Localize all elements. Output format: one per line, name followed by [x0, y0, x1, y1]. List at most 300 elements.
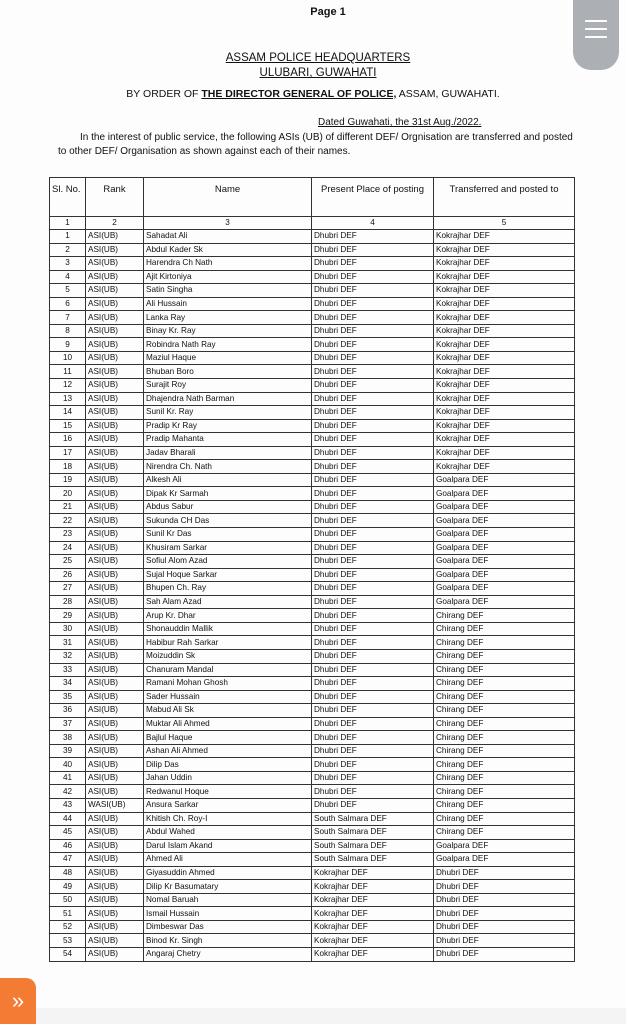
table-row	[50, 880, 575, 894]
sl-no-cell: 50	[50, 893, 86, 907]
table-row	[50, 351, 575, 365]
present-posting-cell: Dhubri DEF	[312, 270, 434, 284]
sl-no-cell: 2	[50, 243, 86, 257]
sl-no-cell: 28	[50, 595, 86, 609]
transferred-to-cell: Goalpara DEF	[434, 500, 575, 514]
present-posting-cell: Kokrajhar DEF	[312, 920, 434, 934]
rank-cell: ASI(UB)	[86, 460, 144, 474]
transferred-to-cell: Kokrajhar DEF	[434, 297, 575, 311]
table-row	[50, 731, 575, 745]
name-cell: Moizuddin Sk	[144, 649, 312, 663]
name-cell: Pradip Mahanta	[144, 433, 312, 447]
transferred-to-cell: Goalpara DEF	[434, 473, 575, 487]
sl-no-cell: 20	[50, 487, 86, 501]
rank-cell: ASI(UB)	[86, 406, 144, 420]
table-row	[50, 392, 575, 406]
rank-cell: ASI(UB)	[86, 704, 144, 718]
col-number: 2	[86, 217, 144, 230]
name-cell: Sunil Kr. Ray	[144, 406, 312, 420]
present-posting-cell: Dhubri DEF	[312, 595, 434, 609]
table-row	[50, 893, 575, 907]
expand-button[interactable]	[0, 978, 36, 1024]
name-cell: Dilip Das	[144, 758, 312, 772]
sl-no-cell: 8	[50, 324, 86, 338]
present-posting-cell: Dhubri DEF	[312, 758, 434, 772]
table-row	[50, 473, 575, 487]
table-row	[50, 758, 575, 772]
org-address: ULUBARI, GUWAHATI	[259, 67, 377, 79]
col-number: 5	[434, 217, 575, 230]
sl-no-cell: 16	[50, 433, 86, 447]
rank-cell: ASI(UB)	[86, 473, 144, 487]
order-date: Dated Guwahati, the 31st Aug./2022.	[318, 117, 482, 128]
sl-no-cell: 37	[50, 717, 86, 731]
name-cell: Maziul Haque	[144, 351, 312, 365]
sl-no-cell: 41	[50, 771, 86, 785]
transferred-to-cell: Kokrajhar DEF	[434, 433, 575, 447]
name-cell: Mabud Ali Sk	[144, 704, 312, 718]
rank-cell: ASI(UB)	[86, 528, 144, 542]
transferred-to-cell: Goalpara DEF	[434, 853, 575, 867]
name-cell: Khusiram Sarkar	[144, 541, 312, 555]
name-cell: Robindra Nath Ray	[144, 338, 312, 352]
rank-cell: ASI(UB)	[86, 677, 144, 691]
sl-no-cell: 52	[50, 920, 86, 934]
rank-cell: ASI(UB)	[86, 853, 144, 867]
name-cell: Redwanul Hoque	[144, 785, 312, 799]
present-posting-cell: Dhubri DEF	[312, 433, 434, 447]
sl-no-cell: 13	[50, 392, 86, 406]
col-number: 1	[50, 217, 86, 230]
present-posting-cell: Dhubri DEF	[312, 622, 434, 636]
transferred-to-cell: Kokrajhar DEF	[434, 351, 575, 365]
sl-no-cell: 36	[50, 704, 86, 718]
transferred-to-cell: Goalpara DEF	[434, 582, 575, 596]
table-row	[50, 528, 575, 542]
rank-cell: ASI(UB)	[86, 433, 144, 447]
col-header-name: Name	[144, 178, 312, 217]
rank-cell: ASI(UB)	[86, 324, 144, 338]
rank-cell: ASI(UB)	[86, 744, 144, 758]
transferred-to-cell: Goalpara DEF	[434, 839, 575, 853]
table-row	[50, 866, 575, 880]
transferred-to-cell: Dhubri DEF	[434, 866, 575, 880]
sl-no-cell: 27	[50, 582, 86, 596]
transferred-to-cell: Kokrajhar DEF	[434, 446, 575, 460]
rank-cell: ASI(UB)	[86, 230, 144, 244]
present-posting-cell: South Salmara DEF	[312, 826, 434, 840]
rank-cell: ASI(UB)	[86, 514, 144, 528]
present-posting-cell: South Salmara DEF	[312, 812, 434, 826]
present-posting-cell: Dhubri DEF	[312, 771, 434, 785]
rank-cell: ASI(UB)	[86, 392, 144, 406]
name-cell: Harendra Ch Nath	[144, 257, 312, 271]
table-row	[50, 365, 575, 379]
present-posting-cell: Dhubri DEF	[312, 500, 434, 514]
sl-no-cell: 47	[50, 853, 86, 867]
transferred-to-cell: Kokrajhar DEF	[434, 324, 575, 338]
name-cell: Shonauddin Mallik	[144, 622, 312, 636]
present-posting-cell: Dhubri DEF	[312, 649, 434, 663]
present-posting-cell: Dhubri DEF	[312, 798, 434, 812]
transferred-to-cell: Kokrajhar DEF	[434, 365, 575, 379]
table-row	[50, 311, 575, 325]
transferred-to-cell: Kokrajhar DEF	[434, 311, 575, 325]
col-number: 3	[144, 217, 312, 230]
present-posting-cell: Kokrajhar DEF	[312, 934, 434, 948]
sl-no-cell: 31	[50, 636, 86, 650]
name-cell: Bhuban Boro	[144, 365, 312, 379]
table-row	[50, 812, 575, 826]
name-cell: Abdul Wahed	[144, 826, 312, 840]
transferred-to-cell: Chirang DEF	[434, 690, 575, 704]
transferred-to-cell: Chirang DEF	[434, 771, 575, 785]
sl-no-cell: 23	[50, 528, 86, 542]
rank-cell: ASI(UB)	[86, 880, 144, 894]
name-cell: Chanuram Mandal	[144, 663, 312, 677]
sl-no-cell: 17	[50, 446, 86, 460]
present-posting-cell: Dhubri DEF	[312, 473, 434, 487]
table-row	[50, 920, 575, 934]
menu-button[interactable]	[573, 0, 619, 70]
table-row	[50, 257, 575, 271]
rank-cell: ASI(UB)	[86, 257, 144, 271]
sl-no-cell: 38	[50, 731, 86, 745]
sl-no-cell: 54	[50, 947, 86, 961]
sl-no-cell: 18	[50, 460, 86, 474]
table-row	[50, 771, 575, 785]
rank-cell: ASI(UB)	[86, 446, 144, 460]
table-row	[50, 717, 575, 731]
sl-no-cell: 25	[50, 555, 86, 569]
table-row	[50, 826, 575, 840]
present-posting-cell: Dhubri DEF	[312, 419, 434, 433]
table-row	[50, 677, 575, 691]
transferred-to-cell: Goalpara DEF	[434, 595, 575, 609]
sl-no-cell: 19	[50, 473, 86, 487]
rank-cell: ASI(UB)	[86, 934, 144, 948]
name-cell: Dilip Kr Basumatary	[144, 880, 312, 894]
name-cell: Giyasuddin Ahmed	[144, 866, 312, 880]
name-cell: Angaraj Chetry	[144, 947, 312, 961]
sl-no-cell: 3	[50, 257, 86, 271]
rank-cell: ASI(UB)	[86, 500, 144, 514]
transferred-to-cell: Kokrajhar DEF	[434, 230, 575, 244]
sl-no-cell: 1	[50, 230, 86, 244]
name-cell: Binod Kr. Singh	[144, 934, 312, 948]
present-posting-cell: Dhubri DEF	[312, 338, 434, 352]
intro-paragraph: In the interest of public service, the following ASIs (UB) of different DEF/ Orgnisation are transferred and posted to other DEF/ Organisation as shown against each of their names.	[58, 132, 573, 157]
present-posting-cell: Dhubri DEF	[312, 311, 434, 325]
transferred-to-cell: Chirang DEF	[434, 812, 575, 826]
present-posting-cell: Dhubri DEF	[312, 446, 434, 460]
sl-no-cell: 9	[50, 338, 86, 352]
sl-no-cell: 30	[50, 622, 86, 636]
present-posting-cell: Dhubri DEF	[312, 528, 434, 542]
name-cell: Nomal Baruah	[144, 893, 312, 907]
present-posting-cell: Dhubri DEF	[312, 690, 434, 704]
rank-cell: ASI(UB)	[86, 907, 144, 921]
sl-no-cell: 32	[50, 649, 86, 663]
sl-no-cell: 6	[50, 297, 86, 311]
sl-no-cell: 34	[50, 677, 86, 691]
present-posting-cell: Dhubri DEF	[312, 514, 434, 528]
transferred-to-cell: Chirang DEF	[434, 798, 575, 812]
name-cell: Sofiul Alom Azad	[144, 555, 312, 569]
rank-cell: ASI(UB)	[86, 582, 144, 596]
table-row	[50, 636, 575, 650]
table-row	[50, 839, 575, 853]
transferred-to-cell: Chirang DEF	[434, 717, 575, 731]
sl-no-cell: 53	[50, 934, 86, 948]
transferred-to-cell: Chirang DEF	[434, 731, 575, 745]
col-number: 4	[312, 217, 434, 230]
order-suffix: ASSAM, GUWAHATI.	[396, 88, 500, 100]
transferred-to-cell: Chirang DEF	[434, 704, 575, 718]
present-posting-cell: Dhubri DEF	[312, 568, 434, 582]
name-cell: Sahadat Ali	[144, 230, 312, 244]
rank-cell: ASI(UB)	[86, 893, 144, 907]
table-row	[50, 907, 575, 921]
name-cell: Jahan Uddin	[144, 771, 312, 785]
transferred-to-cell: Kokrajhar DEF	[434, 392, 575, 406]
present-posting-cell: Kokrajhar DEF	[312, 907, 434, 921]
rank-cell: ASI(UB)	[86, 311, 144, 325]
name-cell: Darul Islam Akand	[144, 839, 312, 853]
table-row	[50, 622, 575, 636]
present-posting-cell: Dhubri DEF	[312, 636, 434, 650]
rank-cell: ASI(UB)	[86, 839, 144, 853]
transferred-to-cell: Goalpara DEF	[434, 568, 575, 582]
name-cell: Satin Singha	[144, 284, 312, 298]
transferred-to-cell: Goalpara DEF	[434, 528, 575, 542]
sl-no-cell: 22	[50, 514, 86, 528]
present-posting-cell: Dhubri DEF	[312, 392, 434, 406]
table-row	[50, 704, 575, 718]
name-cell: Ashan Ali Ahmed	[144, 744, 312, 758]
sl-no-cell: 15	[50, 419, 86, 433]
table-row	[50, 433, 575, 447]
name-cell: Dimbeswar Das	[144, 920, 312, 934]
present-posting-cell: Dhubri DEF	[312, 324, 434, 338]
transferred-to-cell: Kokrajhar DEF	[434, 460, 575, 474]
name-cell: Dipak Kr Sarmah	[144, 487, 312, 501]
transferred-to-cell: Chirang DEF	[434, 636, 575, 650]
rank-cell: ASI(UB)	[86, 731, 144, 745]
table-row	[50, 744, 575, 758]
table-row	[50, 500, 575, 514]
sl-no-cell: 7	[50, 311, 86, 325]
name-cell: Sah Alam Azad	[144, 595, 312, 609]
table-row	[50, 406, 575, 420]
rank-cell: ASI(UB)	[86, 771, 144, 785]
rank-cell: ASI(UB)	[86, 379, 144, 393]
sl-no-cell: 46	[50, 839, 86, 853]
table-row	[50, 609, 575, 623]
table-row	[50, 243, 575, 257]
transferred-to-cell: Kokrajhar DEF	[434, 257, 575, 271]
name-cell: Sujal Hoque Sarkar	[144, 568, 312, 582]
name-cell: Khitish Ch. Roy-I	[144, 812, 312, 826]
name-cell: Alkesh Ali	[144, 473, 312, 487]
sl-no-cell: 35	[50, 690, 86, 704]
transferred-to-cell: Chirang DEF	[434, 826, 575, 840]
name-cell: Ajit Kirtoniya	[144, 270, 312, 284]
present-posting-cell: Dhubri DEF	[312, 704, 434, 718]
sl-no-cell: 24	[50, 541, 86, 555]
name-cell: Abdus Sabur	[144, 500, 312, 514]
name-cell: Ramani Mohan Ghosh	[144, 677, 312, 691]
order-authority: THE DIRECTOR GENERAL OF POLICE,	[201, 88, 397, 100]
present-posting-cell: Dhubri DEF	[312, 284, 434, 298]
rank-cell: ASI(UB)	[86, 297, 144, 311]
table-row	[50, 270, 575, 284]
table-row	[50, 595, 575, 609]
present-posting-cell: Dhubri DEF	[312, 555, 434, 569]
rank-cell: ASI(UB)	[86, 920, 144, 934]
present-posting-cell: Kokrajhar DEF	[312, 893, 434, 907]
table-row	[50, 798, 575, 812]
present-posting-cell: Kokrajhar DEF	[312, 866, 434, 880]
transferred-to-cell: Goalpara DEF	[434, 514, 575, 528]
transferred-to-cell: Dhubri DEF	[434, 934, 575, 948]
name-cell: Lanka Ray	[144, 311, 312, 325]
page-number: Page 1	[310, 6, 346, 18]
transferred-to-cell: Dhubri DEF	[434, 880, 575, 894]
present-posting-cell: Dhubri DEF	[312, 541, 434, 555]
name-cell: Surajit Roy	[144, 379, 312, 393]
rank-cell: ASI(UB)	[86, 866, 144, 880]
name-cell: Ansura Sarkar	[144, 798, 312, 812]
table-row	[50, 446, 575, 460]
sl-no-cell: 51	[50, 907, 86, 921]
sl-no-cell: 5	[50, 284, 86, 298]
present-posting-cell: Kokrajhar DEF	[312, 880, 434, 894]
rank-cell: ASI(UB)	[86, 717, 144, 731]
transferred-to-cell: Dhubri DEF	[434, 920, 575, 934]
sl-no-cell: 48	[50, 866, 86, 880]
rank-cell: ASI(UB)	[86, 541, 144, 555]
transferred-to-cell: Kokrajhar DEF	[434, 338, 575, 352]
transferred-to-cell: Chirang DEF	[434, 609, 575, 623]
rank-cell: ASI(UB)	[86, 365, 144, 379]
transferred-to-cell: Kokrajhar DEF	[434, 406, 575, 420]
bottom-bar	[0, 1008, 626, 1024]
name-cell: Jadav Bharali	[144, 446, 312, 460]
sl-no-cell: 43	[50, 798, 86, 812]
transferred-to-cell: Chirang DEF	[434, 758, 575, 772]
present-posting-cell: Dhubri DEF	[312, 785, 434, 799]
present-posting-cell: Dhubri DEF	[312, 297, 434, 311]
rank-cell: ASI(UB)	[86, 243, 144, 257]
table-row	[50, 324, 575, 338]
present-posting-cell: Dhubri DEF	[312, 744, 434, 758]
transferred-to-cell: Chirang DEF	[434, 785, 575, 799]
sl-no-cell: 45	[50, 826, 86, 840]
transferred-to-cell: Kokrajhar DEF	[434, 270, 575, 284]
present-posting-cell: Dhubri DEF	[312, 257, 434, 271]
transfer-table	[49, 177, 575, 962]
sl-no-cell: 12	[50, 379, 86, 393]
table-row	[50, 379, 575, 393]
transferred-to-cell: Chirang DEF	[434, 663, 575, 677]
sl-no-cell: 44	[50, 812, 86, 826]
sl-no-cell: 21	[50, 500, 86, 514]
rank-cell: ASI(UB)	[86, 568, 144, 582]
present-posting-cell: South Salmara DEF	[312, 839, 434, 853]
table-row	[50, 947, 575, 961]
rank-cell: ASI(UB)	[86, 609, 144, 623]
table-row	[50, 853, 575, 867]
table-row	[50, 338, 575, 352]
present-posting-cell: Dhubri DEF	[312, 406, 434, 420]
rank-cell: ASI(UB)	[86, 758, 144, 772]
transferred-to-cell: Goalpara DEF	[434, 541, 575, 555]
name-cell: Sukunda CH Das	[144, 514, 312, 528]
rank-cell: ASI(UB)	[86, 622, 144, 636]
col-header-present-posting: Present Place of posting	[312, 178, 434, 217]
sl-no-cell: 40	[50, 758, 86, 772]
name-cell: Muktar Ali Ahmed	[144, 717, 312, 731]
name-cell: Nirendra Ch. Nath	[144, 460, 312, 474]
table-row	[50, 297, 575, 311]
rank-cell: ASI(UB)	[86, 663, 144, 677]
col-header-sl-no: Sl. No.	[50, 178, 86, 217]
present-posting-cell: Dhubri DEF	[312, 717, 434, 731]
rank-cell: ASI(UB)	[86, 785, 144, 799]
table-row	[50, 690, 575, 704]
present-posting-cell: Dhubri DEF	[312, 230, 434, 244]
rank-cell: ASI(UB)	[86, 595, 144, 609]
name-cell: Bajlul Haque	[144, 731, 312, 745]
sl-no-cell: 42	[50, 785, 86, 799]
table-row	[50, 582, 575, 596]
rank-cell: ASI(UB)	[86, 649, 144, 663]
rank-cell: ASI(UB)	[86, 351, 144, 365]
table-row	[50, 284, 575, 298]
sl-no-cell: 39	[50, 744, 86, 758]
rank-cell: ASI(UB)	[86, 419, 144, 433]
table-row	[50, 934, 575, 948]
col-header-transferred-to: Transferred and posted to	[434, 178, 575, 217]
sl-no-cell: 49	[50, 880, 86, 894]
present-posting-cell: Dhubri DEF	[312, 609, 434, 623]
chevron-double-right-icon: »	[11, 988, 25, 1013]
transferred-to-cell: Dhubri DEF	[434, 893, 575, 907]
rank-cell: ASI(UB)	[86, 812, 144, 826]
name-cell: Ahmed Ali	[144, 853, 312, 867]
table-row	[50, 555, 575, 569]
table-row	[50, 487, 575, 501]
transferred-to-cell: Kokrajhar DEF	[434, 243, 575, 257]
column-number-row	[50, 217, 575, 230]
present-posting-cell: Dhubri DEF	[312, 351, 434, 365]
sl-no-cell: 11	[50, 365, 86, 379]
name-cell: Habibur Rah Sarkar	[144, 636, 312, 650]
present-posting-cell: Dhubri DEF	[312, 731, 434, 745]
table-row	[50, 785, 575, 799]
sl-no-cell: 26	[50, 568, 86, 582]
transferred-to-cell: Chirang DEF	[434, 649, 575, 663]
rank-cell: ASI(UB)	[86, 270, 144, 284]
present-posting-cell: Kokrajhar DEF	[312, 947, 434, 961]
rank-cell: ASI(UB)	[86, 555, 144, 569]
present-posting-cell: South Salmara DEF	[312, 853, 434, 867]
transferred-to-cell: Kokrajhar DEF	[434, 419, 575, 433]
transferred-to-cell: Kokrajhar DEF	[434, 379, 575, 393]
present-posting-cell: Dhubri DEF	[312, 460, 434, 474]
present-posting-cell: Dhubri DEF	[312, 365, 434, 379]
